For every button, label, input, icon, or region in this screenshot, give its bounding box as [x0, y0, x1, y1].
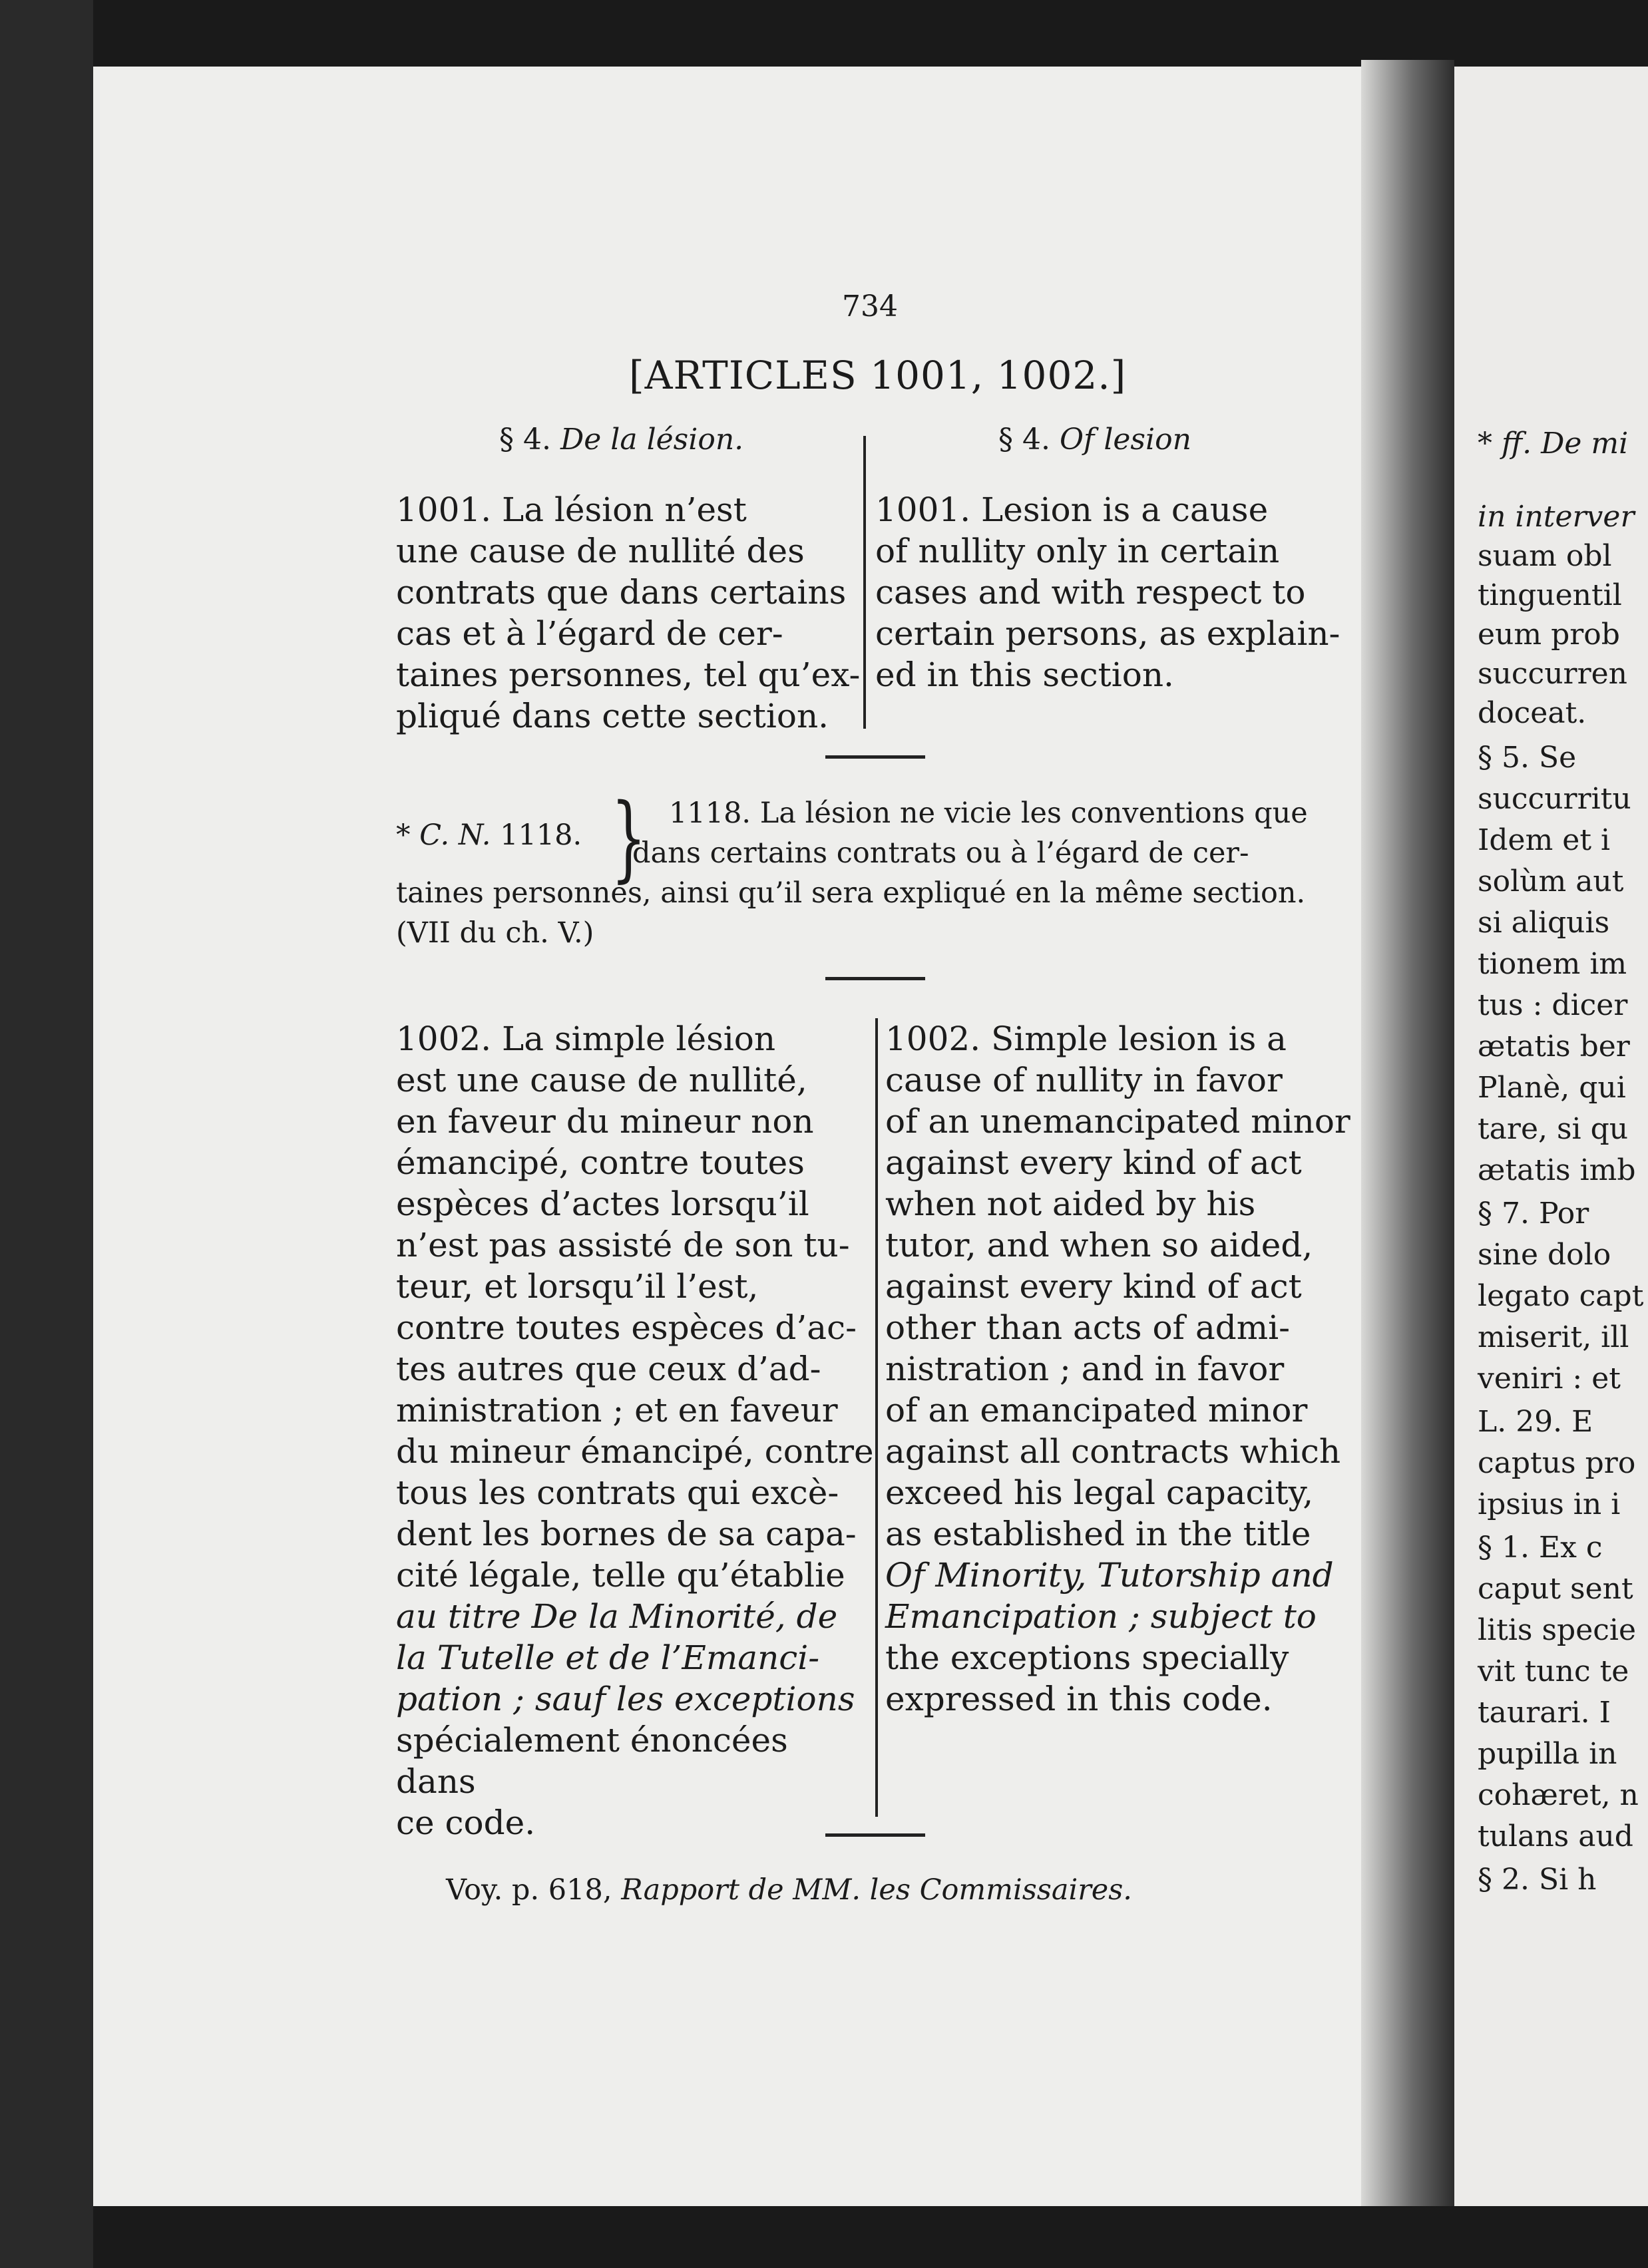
- code-note-line-4: (VII du ch. V.): [396, 916, 594, 950]
- book-gutter: [1361, 60, 1454, 2206]
- code-note-label: * C. N. 1118.: [396, 819, 582, 852]
- brace-icon: }: [610, 784, 647, 892]
- code-note-line-3: taines personnes, ainsi qu’il sera expliqué en la même section.: [396, 876, 1306, 910]
- column-divider-1002: [875, 1018, 878, 1817]
- article-1001-en: 1001. Lesion is a cause of nullity only in certain cases and with respect to certain persons, as explain- ed in this section.: [875, 490, 1340, 694]
- separator-rule-1: [825, 755, 925, 759]
- page-number: 734: [842, 289, 898, 323]
- code-note-line-1: 1118. La lésion ne vicie les conventions que: [669, 797, 1308, 830]
- separator-rule-2: [825, 977, 925, 980]
- separator-rule-3: [825, 1833, 925, 1837]
- section-heading-fr: § 4. De la lésion.: [499, 423, 744, 457]
- article-1002-en: 1002. Simple lesion is a cause of nullity in favor of an unemancipated minor against every kind of act when not aided by his tutor, and when so aided, against every kind of act other than acts of admi- nistration ; and in favor of an emancipated minor against all contracts which exceed his legal capacity, as established in the title Of Minority, Tutorship and Emancipation ; subject to the exceptions specially expressed in this code.: [885, 1020, 1350, 1718]
- column-divider-1001: [863, 436, 866, 729]
- reference-line: Voy. p. 618, Rapport de MM. les Commissaires.: [446, 1873, 1132, 1907]
- next-page-fragment: * ff. De mi in interver suam obl tinguentil eum prob succurren doceat. § 5. Se succurritu Idem et i solùm aut si aliquis tionem im tus : dicer ætatis ber Planè, qui tare, si qu ætatis imb § 7. Por sine dolo legato capt miserit, ill veniri : et L. 29. E captus pro ipsius in i § 1. Ex c caput sent litis specie vit tunc te taurari. I pupilla in cohæret, n tulans aud § 2. Si h: [1454, 67, 1648, 2206]
- page-heading: [ARTICLES 1001, 1002.]: [629, 353, 1127, 398]
- scan-left-margin: [0, 0, 93, 2268]
- section-heading-en: § 4. Of lesion: [998, 423, 1191, 457]
- code-note-line-2: dans certains contrats ou à l’égard de cer-: [632, 837, 1249, 870]
- article-1002-fr: 1002. La simple lésion est une cause de nullité, en faveur du mineur non émancipé, contre toutes espèces d’actes lorsqu’il n’est pas assisté de son tu- teur, et lorsqu’il l’est, contre toutes espèces d’ac- tes autres que ceux d’ad- ministration ; et en faveur du mineur émancipé, contre tous les contrats qui excè- dent les bornes de sa capa- cité légale, telle qu’établie au titre De la Minorité, de la Tutelle et de l’Emanci- pation ; sauf les exceptions spécialement énoncées dans ce code.: [396, 1020, 874, 1842]
- article-1001-fr: 1001. La lésion n’est une cause de nullité des contrats que dans certains cas et à l’égard de cer- taines personnes, tel qu’ex- pliqué dans cette section.: [396, 490, 861, 735]
